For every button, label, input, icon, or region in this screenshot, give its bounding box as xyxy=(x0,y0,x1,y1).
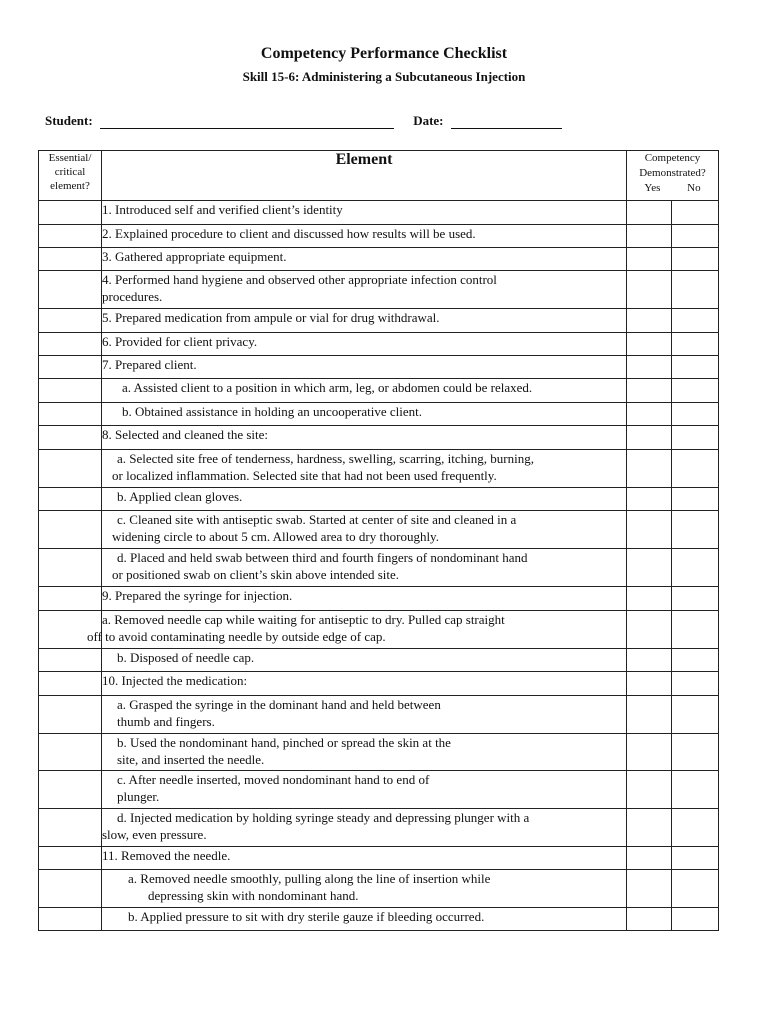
element-text xyxy=(102,450,627,488)
no-cell[interactable] xyxy=(672,847,719,870)
checklist-row xyxy=(39,450,719,488)
no-cell[interactable] xyxy=(672,672,719,696)
element-text xyxy=(102,587,627,611)
element-line: d. Placed and held swab between third and fourth fingers of nondominant hand xyxy=(117,550,528,565)
yes-cell[interactable] xyxy=(627,908,672,931)
checklist-row xyxy=(39,379,719,403)
element-line: 5. Prepared medication from ampule or vial for drug withdrawal. xyxy=(102,310,440,325)
essential-cell[interactable] xyxy=(39,847,102,870)
element-line: off to avoid contaminating needle by outside edge of cap. xyxy=(87,629,386,644)
no-cell[interactable] xyxy=(672,426,719,450)
element-line: b. Applied clean gloves. xyxy=(117,489,243,504)
element-text xyxy=(87,611,627,649)
checklist-row xyxy=(39,771,719,809)
essential-cell[interactable] xyxy=(39,271,102,309)
no-cell[interactable] xyxy=(672,549,719,587)
element-text xyxy=(102,847,627,870)
no-cell[interactable] xyxy=(672,356,719,379)
date-field[interactable] xyxy=(451,116,562,129)
element-line: depressing skin with nondominant hand. xyxy=(148,888,359,903)
element-text xyxy=(102,426,627,450)
element-text xyxy=(102,403,627,426)
no-cell[interactable] xyxy=(672,511,719,549)
essential-column-header: Essential/ critical element? xyxy=(39,151,102,201)
no-cell[interactable] xyxy=(672,403,719,426)
element-line: b. Obtained assistance in holding an uncooperative client. xyxy=(122,404,422,419)
element-text xyxy=(102,672,627,696)
element-line: 1. Introduced self and verified client’s identity xyxy=(102,202,343,217)
no-cell[interactable] xyxy=(672,225,719,248)
yes-cell[interactable] xyxy=(627,696,672,734)
essential-cell[interactable] xyxy=(39,511,102,549)
element-line: 8. Selected and cleaned the site: xyxy=(102,427,269,442)
checklist-row xyxy=(39,549,719,587)
element-line: b. Applied pressure to sit with dry sterile gauze if bleeding occurred. xyxy=(128,909,485,924)
element-line: 2. Explained procedure to client and discussed how results will be used. xyxy=(102,226,476,241)
no-cell[interactable] xyxy=(672,379,719,403)
checklist-row xyxy=(39,309,719,333)
essential-cell[interactable] xyxy=(39,734,102,771)
essential-cell[interactable] xyxy=(39,248,102,271)
checklist-row xyxy=(39,672,719,696)
checklist-row xyxy=(39,809,719,847)
yes-cell[interactable] xyxy=(627,587,672,611)
element-text xyxy=(102,309,627,333)
element-line: site, and inserted the needle. xyxy=(117,752,265,767)
yes-cell[interactable] xyxy=(627,847,672,870)
essential-cell[interactable] xyxy=(39,549,102,587)
element-line: 11. Removed the needle. xyxy=(102,848,231,863)
checklist-row xyxy=(39,847,719,870)
no-label: No xyxy=(687,182,701,194)
essential-cell[interactable] xyxy=(39,649,102,672)
essential-cell[interactable] xyxy=(39,587,102,611)
essential-cell[interactable] xyxy=(39,356,102,379)
no-cell[interactable] xyxy=(672,611,719,649)
yes-cell[interactable] xyxy=(627,333,672,356)
header-row xyxy=(39,151,719,201)
yes-cell[interactable] xyxy=(627,672,672,696)
yes-cell[interactable] xyxy=(627,771,672,809)
no-cell[interactable] xyxy=(672,201,719,225)
element-line: a. Grasped the syringe in the dominant hand and held between xyxy=(117,697,441,712)
element-text xyxy=(102,809,627,847)
element-line: c. After needle inserted, moved nondominant hand to end of xyxy=(117,772,430,787)
element-text xyxy=(102,379,627,403)
element-text xyxy=(102,908,627,931)
student-field[interactable] xyxy=(100,116,394,129)
no-cell[interactable] xyxy=(672,696,719,734)
essential-cell[interactable] xyxy=(39,672,102,696)
yes-cell[interactable] xyxy=(627,870,672,908)
yes-label: Yes xyxy=(644,182,661,194)
element-line: 10. Injected the medication: xyxy=(102,673,248,688)
yes-cell[interactable] xyxy=(627,356,672,379)
yes-cell[interactable] xyxy=(627,271,672,309)
element-line: 3. Gathered appropriate equipment. xyxy=(102,249,287,264)
element-text xyxy=(102,333,627,356)
yes-cell[interactable] xyxy=(627,511,672,549)
checklist-row xyxy=(39,201,719,225)
checklist-row xyxy=(39,356,719,379)
element-line: 7. Prepared client. xyxy=(102,357,197,372)
checklist-row xyxy=(39,611,719,649)
yes-cell[interactable] xyxy=(627,611,672,649)
element-text xyxy=(102,771,627,809)
competency-column-header: Competency Demonstrated? Yes No xyxy=(627,151,719,201)
yes-cell[interactable] xyxy=(627,201,672,225)
yes-cell[interactable] xyxy=(627,488,672,511)
essential-cell[interactable] xyxy=(39,870,102,908)
yes-cell[interactable] xyxy=(627,379,672,403)
no-cell[interactable] xyxy=(672,309,719,333)
essential-cell[interactable] xyxy=(39,771,102,809)
no-cell[interactable] xyxy=(672,450,719,488)
element-line: a. Selected site free of tenderness, hardness, swelling, scarring, itching, burning, xyxy=(117,451,534,466)
element-line: a. Assisted client to a position in which arm, leg, or abdomen could be relaxed. xyxy=(122,380,533,395)
essential-cell[interactable] xyxy=(39,201,102,225)
element-text xyxy=(102,488,627,511)
checklist-row xyxy=(39,403,719,426)
element-text xyxy=(102,870,627,908)
element-text xyxy=(102,549,627,587)
checklist-row xyxy=(39,696,719,734)
element-text xyxy=(102,271,627,309)
yes-cell[interactable] xyxy=(627,734,672,771)
essential-cell[interactable] xyxy=(39,809,102,847)
no-cell[interactable] xyxy=(672,488,719,511)
element-text xyxy=(102,511,627,549)
checklist-row xyxy=(39,271,719,309)
essential-cell[interactable] xyxy=(39,225,102,248)
element-text xyxy=(102,734,627,771)
no-cell[interactable] xyxy=(672,248,719,271)
element-line: 4. Performed hand hygiene and observed other appropriate infection control xyxy=(102,272,497,287)
no-cell[interactable] xyxy=(672,649,719,672)
checklist-table xyxy=(38,150,719,931)
element-line: thumb and fingers. xyxy=(117,714,215,729)
checklist-row xyxy=(39,649,719,672)
essential-cell[interactable] xyxy=(39,488,102,511)
element-line: slow, even pressure. xyxy=(102,827,207,842)
essential-cell[interactable] xyxy=(39,426,102,450)
checklist-row xyxy=(39,587,719,611)
essential-cell[interactable] xyxy=(39,403,102,426)
student-date-line xyxy=(45,113,562,129)
element-line: d. Injected medication by holding syringe steady and depressing plunger with a xyxy=(117,810,530,825)
checklist-row xyxy=(39,734,719,771)
checklist-row xyxy=(39,511,719,549)
checklist-row xyxy=(39,426,719,450)
yes-cell[interactable] xyxy=(627,649,672,672)
yes-cell[interactable] xyxy=(627,309,672,333)
element-line: b. Disposed of needle cap. xyxy=(117,650,255,665)
checklist-row xyxy=(39,908,719,931)
no-cell[interactable] xyxy=(672,809,719,847)
no-cell[interactable] xyxy=(672,870,719,908)
checklist-row xyxy=(39,333,719,356)
element-text xyxy=(102,225,627,248)
element-text xyxy=(102,201,627,225)
page-title: Competency Performance Checklist xyxy=(260,45,508,62)
checklist-row xyxy=(39,870,719,908)
date-label: Date: xyxy=(413,113,444,128)
no-cell[interactable] xyxy=(672,908,719,931)
element-line: a. Removed needle cap while waiting for antiseptic to dry. Pulled cap straight xyxy=(102,612,505,627)
element-line: c. Cleaned site with antiseptic swab. Started at center of site and cleaned in a xyxy=(117,512,517,527)
yes-cell[interactable] xyxy=(627,450,672,488)
essential-cell[interactable] xyxy=(39,379,102,403)
no-cell[interactable] xyxy=(672,271,719,309)
element-text xyxy=(102,696,627,734)
checklist-row xyxy=(39,488,719,511)
no-cell[interactable] xyxy=(672,333,719,356)
yes-cell[interactable] xyxy=(627,549,672,587)
no-cell[interactable] xyxy=(672,771,719,809)
yes-cell[interactable] xyxy=(627,248,672,271)
element-line: plunger. xyxy=(117,789,160,804)
yes-cell[interactable] xyxy=(627,426,672,450)
essential-cell[interactable] xyxy=(39,450,102,488)
element-line: widening circle to about 5 cm. Allowed area to dry thoroughly. xyxy=(112,529,439,544)
element-line: a. Removed needle smoothly, pulling along the line of insertion while xyxy=(128,871,491,886)
yes-cell[interactable] xyxy=(627,809,672,847)
element-text xyxy=(102,356,627,379)
no-cell[interactable] xyxy=(672,587,719,611)
checklist-row xyxy=(39,248,719,271)
essential-cell[interactable] xyxy=(39,309,102,333)
no-cell[interactable] xyxy=(672,734,719,771)
essential-cell[interactable] xyxy=(39,333,102,356)
element-text xyxy=(102,649,627,672)
element-line: 6. Provided for client privacy. xyxy=(102,334,258,349)
page-subtitle: Skill 15-6: Administering a Subcutaneous Injection xyxy=(242,69,526,84)
element-text xyxy=(102,248,627,271)
element-line: b. Used the nondominant hand, pinched or spread the skin at the xyxy=(117,735,451,750)
element-line: 9. Prepared the syringe for injection. xyxy=(102,588,293,603)
yes-cell[interactable] xyxy=(627,403,672,426)
element-line: procedures. xyxy=(102,289,163,304)
student-label: Student: xyxy=(45,113,93,128)
essential-cell[interactable] xyxy=(39,908,102,931)
essential-cell[interactable] xyxy=(39,696,102,734)
element-column-header: Element xyxy=(102,151,627,201)
element-line: or localized inflammation. Selected site that had not been used frequently. xyxy=(112,468,497,483)
yes-cell[interactable] xyxy=(627,225,672,248)
checklist-row xyxy=(39,225,719,248)
element-line: or positioned swab on client’s skin above intended site. xyxy=(112,567,400,582)
